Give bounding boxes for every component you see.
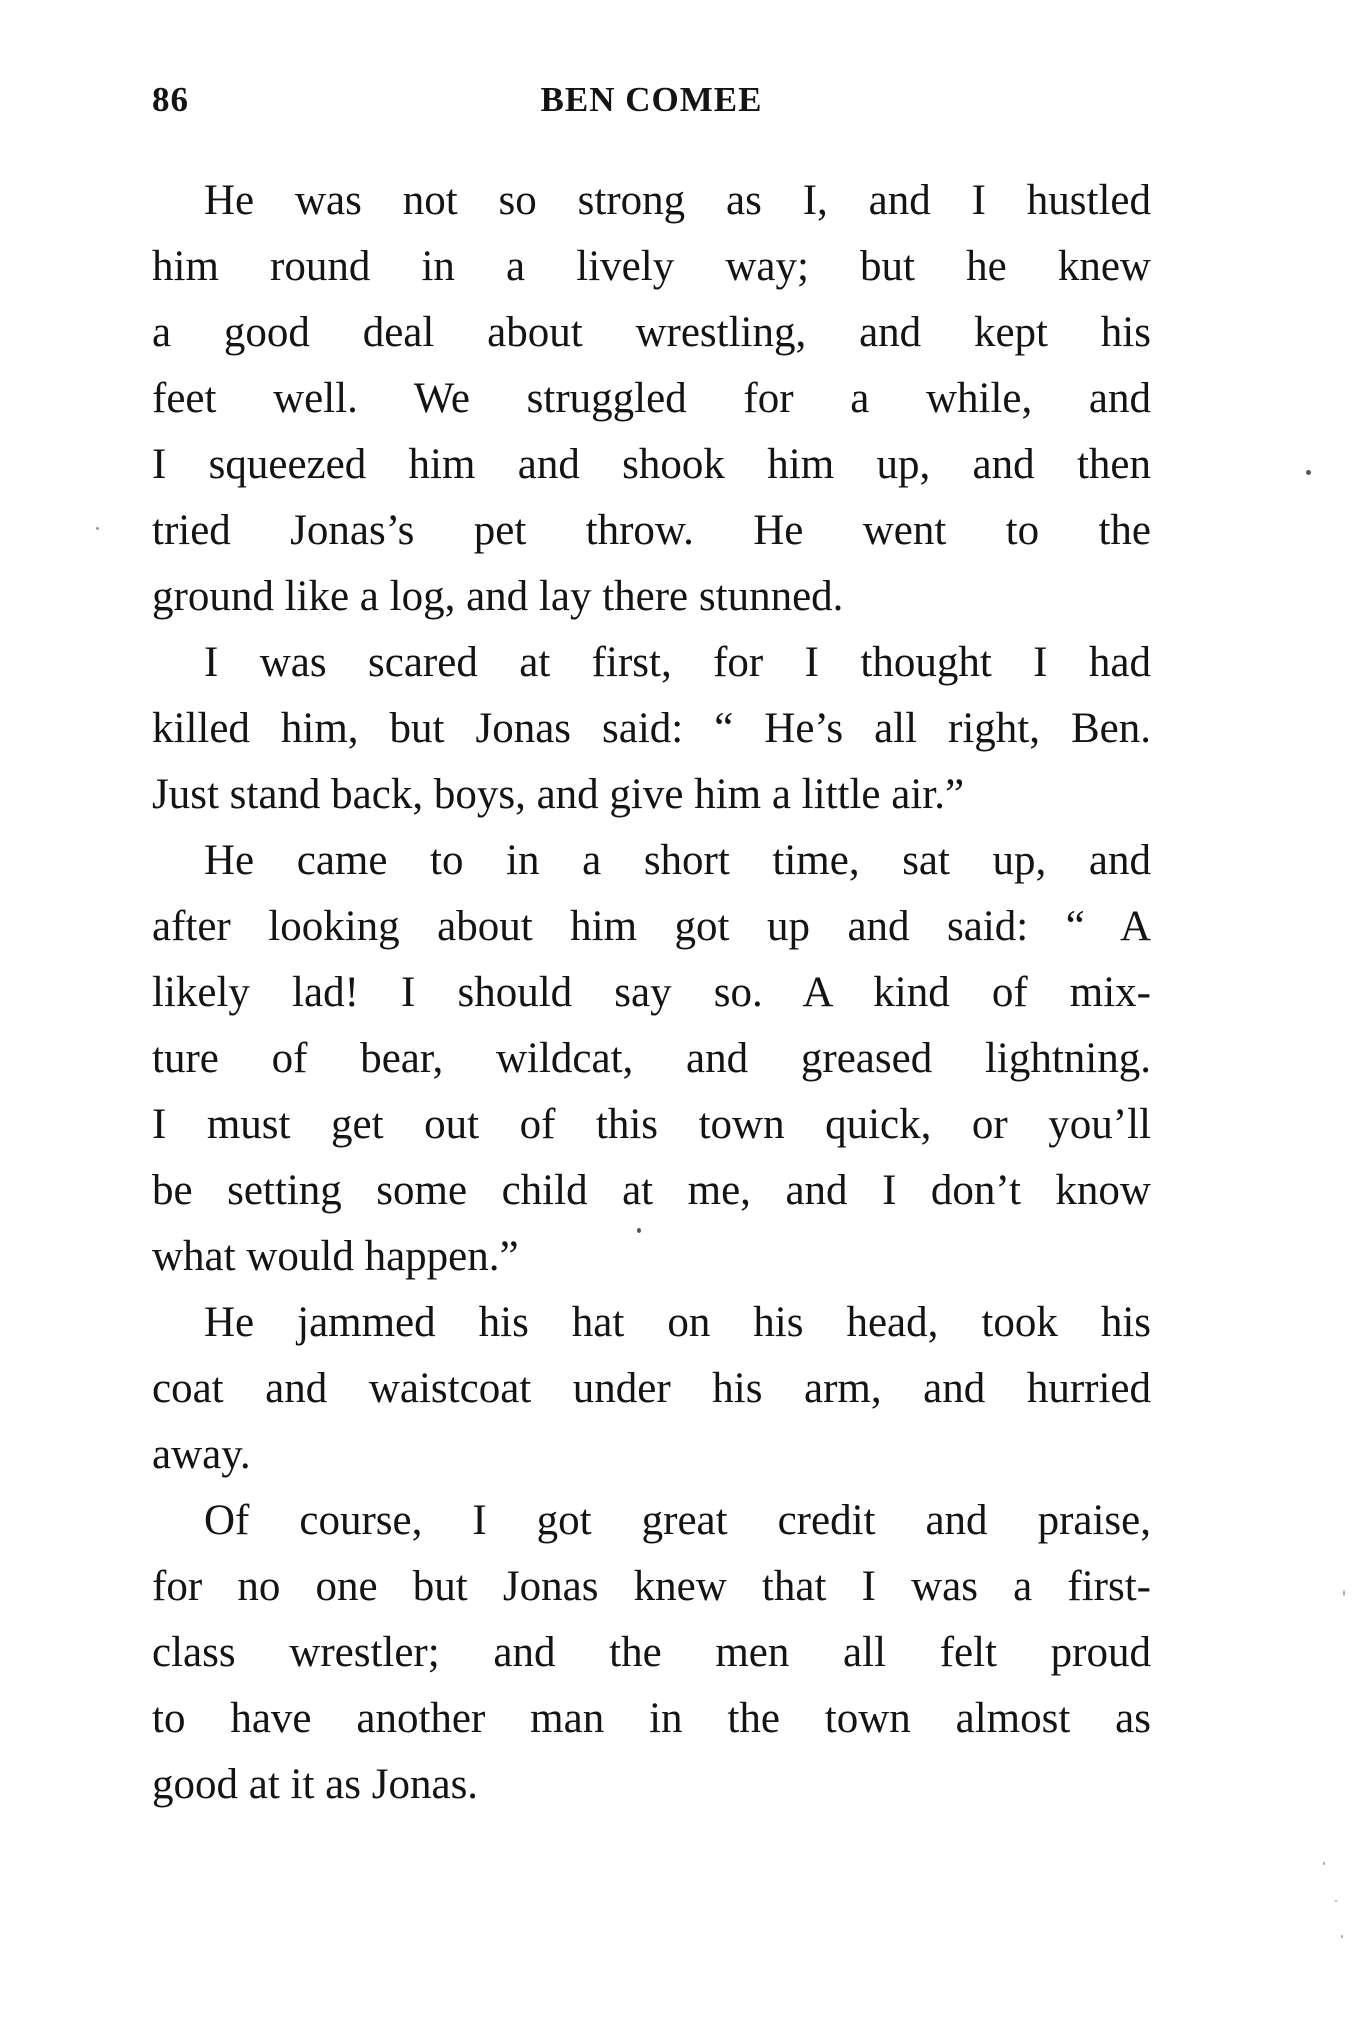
paragraph-3 bbox=[152, 828, 1151, 1290]
text-line: He was not so strong as I, and I hustled bbox=[204, 177, 1151, 224]
text-line: killed him, but Jonas said: “ He’s all right, Ben. bbox=[152, 705, 1151, 752]
paragraph-4 bbox=[152, 1290, 1151, 1488]
print-speck bbox=[1343, 1590, 1345, 1596]
paragraph-5 bbox=[152, 1488, 1151, 1818]
text-line: I must get out of this town quick, or you’ll bbox=[152, 1101, 1151, 1148]
print-speck bbox=[1306, 470, 1311, 475]
print-speck bbox=[1323, 1862, 1325, 1865]
text-line: be setting some child at me, and I don’t know bbox=[152, 1167, 1151, 1214]
print-speck bbox=[1341, 1935, 1343, 1938]
text-line: likely lad! I should say so. A kind of mix- bbox=[152, 969, 1151, 1016]
text-line: I was scared at first, for I thought I had bbox=[204, 639, 1151, 686]
text-line: after looking about him got up and said: “ A bbox=[152, 903, 1151, 950]
text-line: Just stand back, boys, and give him a little air.” bbox=[152, 771, 965, 818]
text-line: tried Jonas’s pet throw. He went to the bbox=[152, 507, 1151, 554]
text-line: ground like a log, and lay there stunned. bbox=[152, 573, 844, 620]
text-line: Of course, I got great credit and praise, bbox=[204, 1497, 1151, 1544]
text-line: He came to in a short time, sat up, and bbox=[204, 837, 1151, 884]
print-speck bbox=[96, 527, 99, 530]
text-line: good at it as Jonas. bbox=[152, 1761, 479, 1808]
page-number: 86 bbox=[152, 80, 189, 119]
text-line: for no one but Jonas knew that I was a first- bbox=[152, 1563, 1151, 1610]
text-body bbox=[152, 168, 1151, 1818]
text-line: away. bbox=[152, 1431, 251, 1478]
text-line: ture of bear, wildcat, and greased lightning. bbox=[152, 1035, 1151, 1082]
text-line: what would happen.” bbox=[152, 1233, 519, 1280]
text-line: to have another man in the town almost as bbox=[152, 1695, 1151, 1742]
paragraph-1 bbox=[152, 168, 1151, 630]
text-line: a good deal about wrestling, and kept his bbox=[152, 309, 1151, 356]
running-header bbox=[152, 80, 1151, 140]
text-line: coat and waistcoat under his arm, and hurried bbox=[152, 1365, 1151, 1412]
print-speck bbox=[1335, 1900, 1337, 1902]
text-line: I squeezed him and shook him up, and then bbox=[152, 441, 1151, 488]
paragraph-2 bbox=[152, 630, 1151, 828]
text-line: him round in a lively way; but he knew bbox=[152, 243, 1151, 290]
running-title: BEN COMEE bbox=[540, 80, 763, 119]
text-line: He jammed his hat on his head, took his bbox=[204, 1299, 1151, 1346]
print-speck bbox=[637, 1228, 641, 1233]
text-line: feet well. We struggled for a while, and bbox=[152, 375, 1151, 422]
text-line: class wrestler; and the men all felt proud bbox=[152, 1629, 1151, 1676]
